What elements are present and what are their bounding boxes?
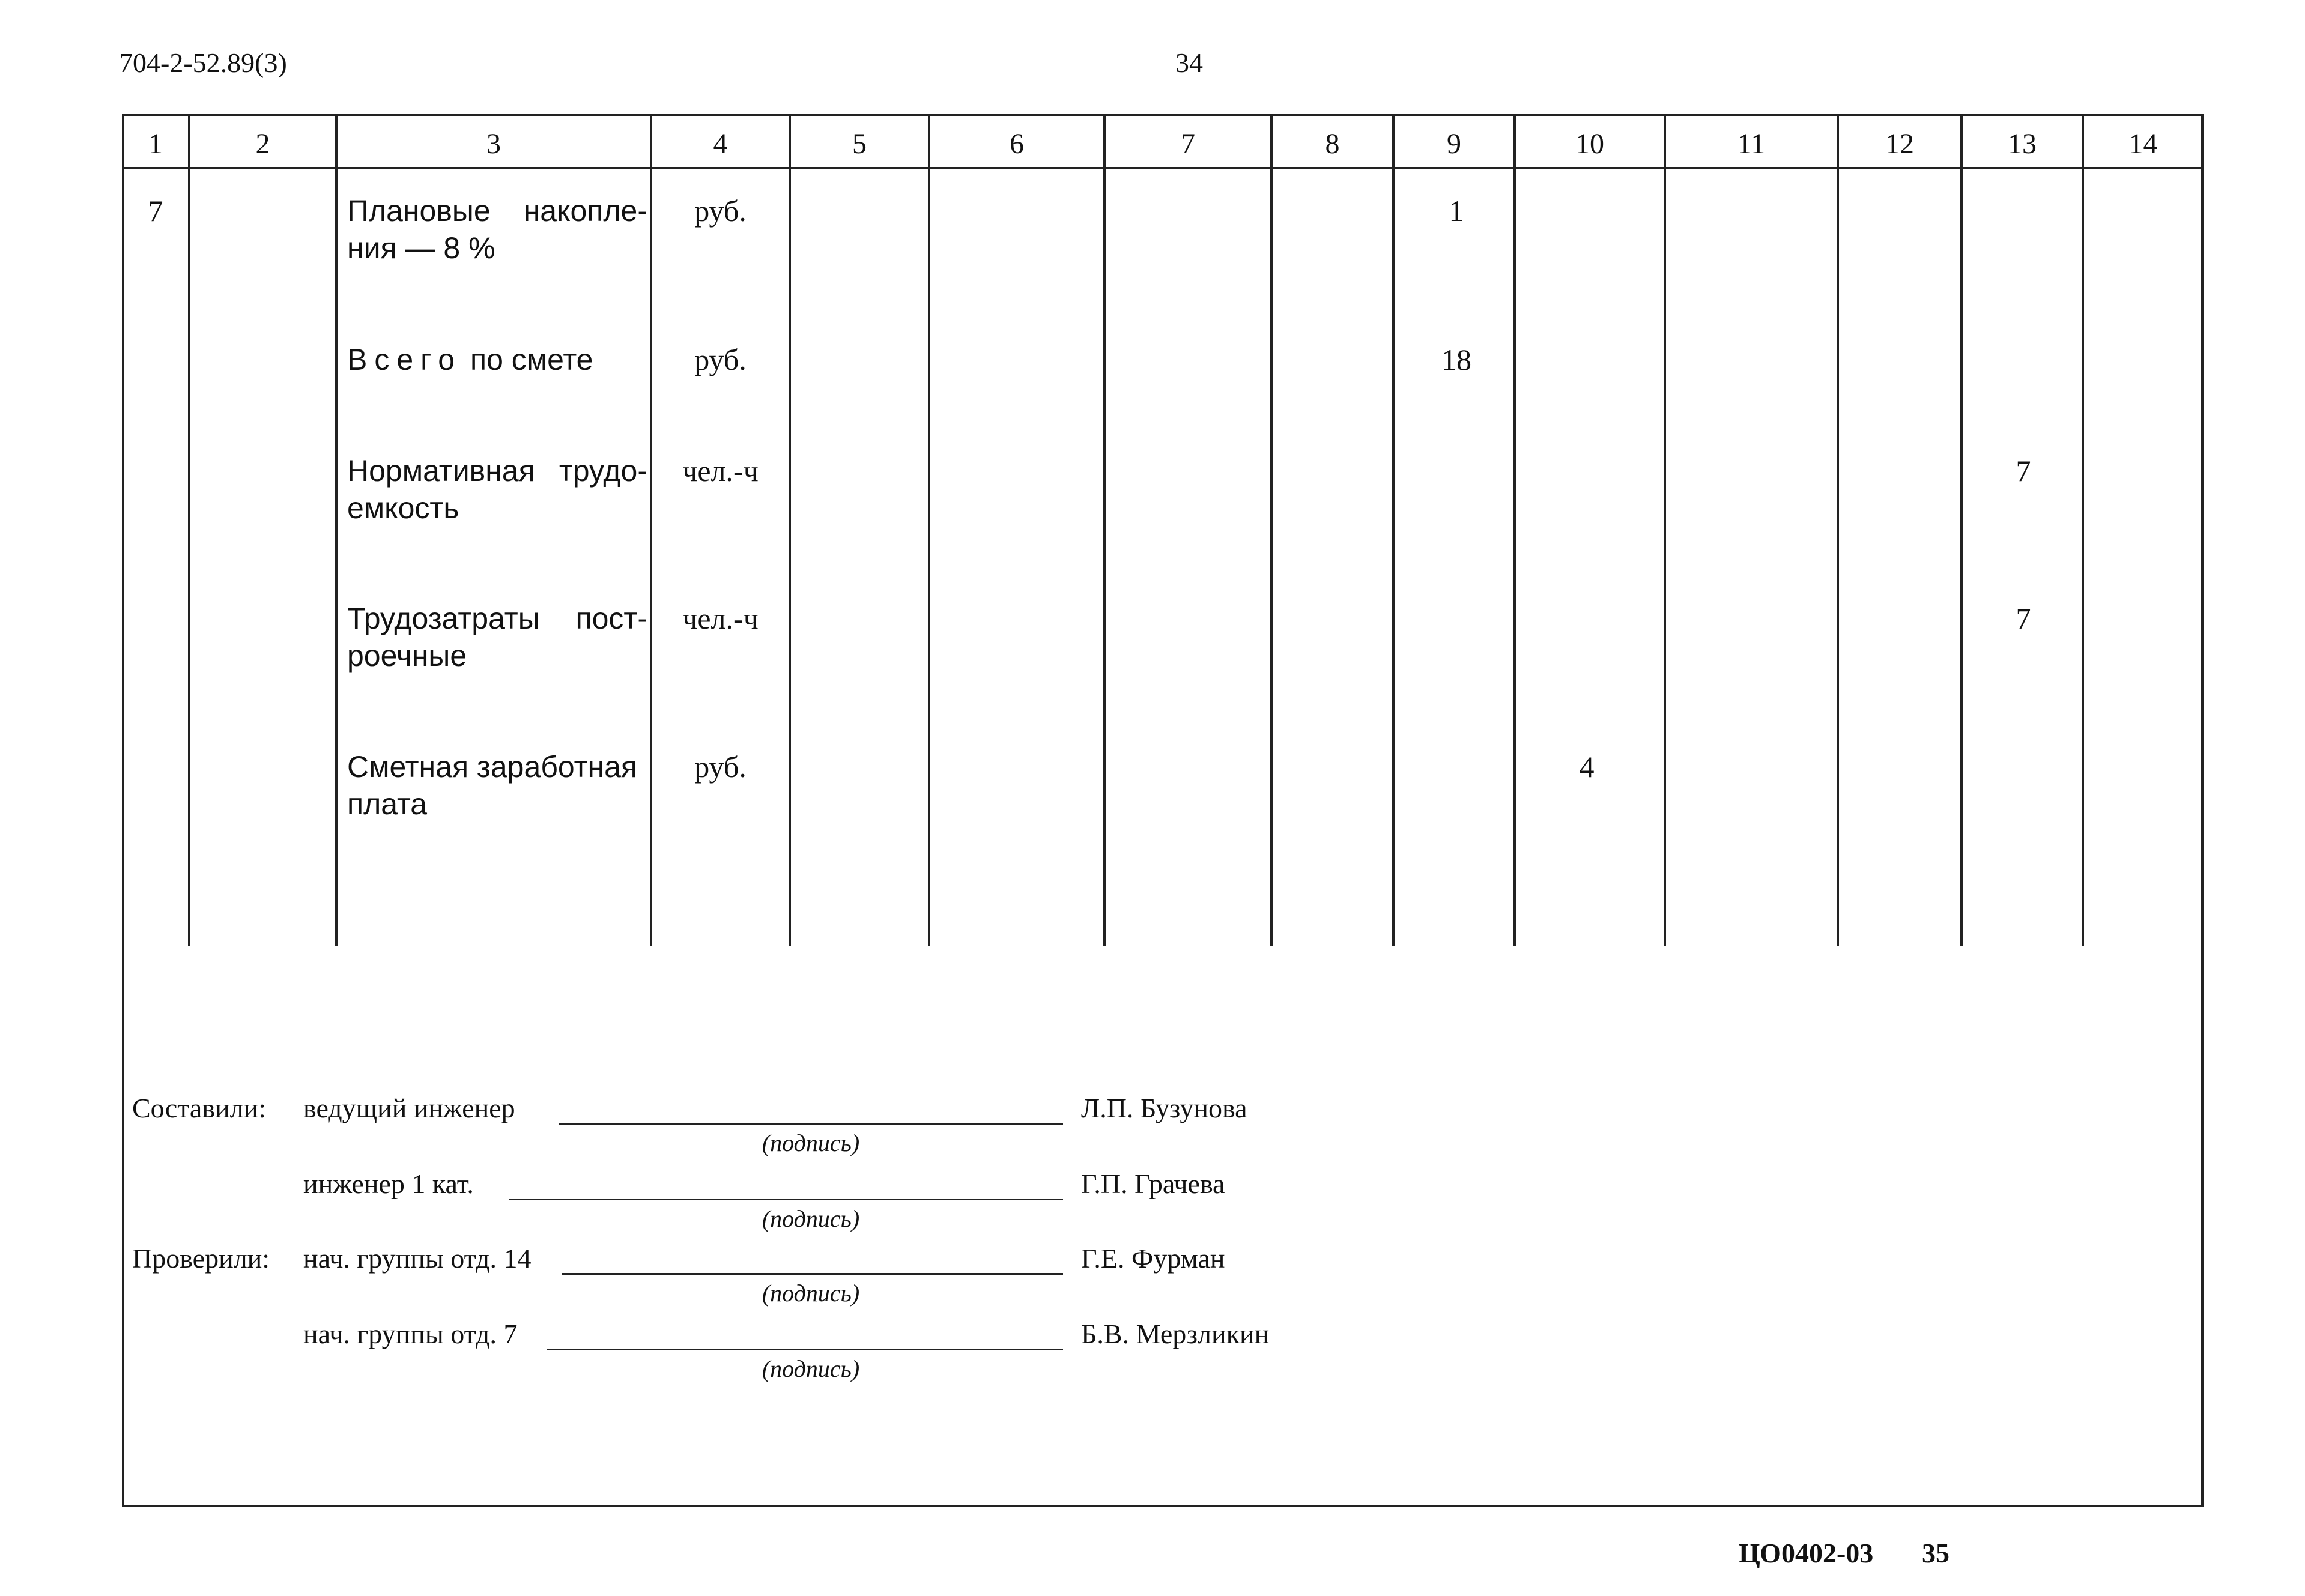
signer-name: Г.П. Грачева xyxy=(1081,1168,1225,1199)
row-value-col9: 1 xyxy=(1449,194,1464,228)
row-number: 7 xyxy=(148,194,163,228)
column-number-6: 6 xyxy=(1010,128,1024,160)
row-description: Плановые накопле-ния — 8 % xyxy=(347,194,647,265)
signature-line xyxy=(562,1273,1063,1275)
column-number-1: 1 xyxy=(148,128,163,160)
signature-line xyxy=(509,1199,1063,1200)
footer-page-number: 35 xyxy=(1922,1538,1949,1568)
signer-name: Г.Е. Фурман xyxy=(1081,1243,1225,1274)
footer-code: ЦО0402-03 xyxy=(1739,1538,1874,1568)
signer-position: нач. группы отд. 7 xyxy=(303,1319,518,1349)
column-divider xyxy=(1960,114,1963,946)
column-divider xyxy=(1270,114,1273,946)
signature-note: (подпись) xyxy=(762,1280,860,1307)
row-unit: руб. xyxy=(694,343,747,376)
page-number: 34 xyxy=(1175,47,1203,78)
row-description: Трудозатраты пост-роечные xyxy=(347,602,647,673)
column-number-8: 8 xyxy=(1325,128,1340,160)
signer-position: нач. группы отд. 14 xyxy=(303,1243,532,1274)
signer-name: Б.В. Мерзликин xyxy=(1081,1319,1270,1349)
signer-position: ведущий инженер xyxy=(303,1093,515,1123)
header-separator xyxy=(122,167,2204,169)
row-description: Нормативная трудо-емкость xyxy=(347,454,647,525)
row-value-col13: 7 xyxy=(2016,454,2031,488)
row-description: Сметная заработная плата xyxy=(347,750,638,821)
column-number-7: 7 xyxy=(1181,128,1195,160)
column-number-4: 4 xyxy=(713,128,728,160)
row-value-col9: 18 xyxy=(1441,343,1471,376)
column-number-3: 3 xyxy=(486,128,501,160)
compiled-label: Составили: xyxy=(132,1093,267,1123)
column-divider xyxy=(2082,114,2084,946)
signature-note: (подпись) xyxy=(762,1355,860,1382)
signature-note: (подпись) xyxy=(762,1205,860,1232)
signature-note: (подпись) xyxy=(762,1129,860,1156)
row-description xyxy=(347,341,647,378)
column-divider xyxy=(1664,114,1666,946)
signature-line xyxy=(547,1349,1063,1350)
column-divider xyxy=(1513,114,1516,946)
column-divider xyxy=(335,114,338,946)
column-divider xyxy=(789,114,791,946)
column-divider xyxy=(188,114,190,946)
column-number-10: 10 xyxy=(1575,128,1604,160)
column-number-5: 5 xyxy=(852,128,867,160)
row-unit: руб. xyxy=(694,750,747,784)
row-value-col10: 4 xyxy=(1579,750,1595,784)
column-number-13: 13 xyxy=(2008,128,2037,160)
column-number-9: 9 xyxy=(1447,128,1461,160)
row-value-col13: 7 xyxy=(2016,602,2031,635)
column-number-12: 12 xyxy=(1885,128,1914,160)
row-description-rest: по смете xyxy=(470,343,593,376)
column-number-14: 14 xyxy=(2128,128,2158,160)
row-unit: чел.-ч xyxy=(682,602,759,635)
checked-label: Проверили: xyxy=(132,1243,270,1274)
document-code: 704-2-52.89(3) xyxy=(119,47,287,78)
column-divider xyxy=(1103,114,1106,946)
column-number-2: 2 xyxy=(255,128,270,160)
signature-line xyxy=(559,1123,1063,1125)
row-unit: чел.-ч xyxy=(682,454,759,488)
column-divider xyxy=(1837,114,1839,946)
signer-position: инженер 1 кат. xyxy=(303,1168,474,1199)
column-divider xyxy=(650,114,652,946)
column-number-11: 11 xyxy=(1737,128,1766,160)
signer-name: Л.П. Бузунова xyxy=(1081,1093,1247,1123)
column-divider xyxy=(928,114,930,946)
column-divider xyxy=(1392,114,1395,946)
row-unit: руб. xyxy=(694,194,747,228)
row-description-spaced: Всего xyxy=(347,343,462,376)
